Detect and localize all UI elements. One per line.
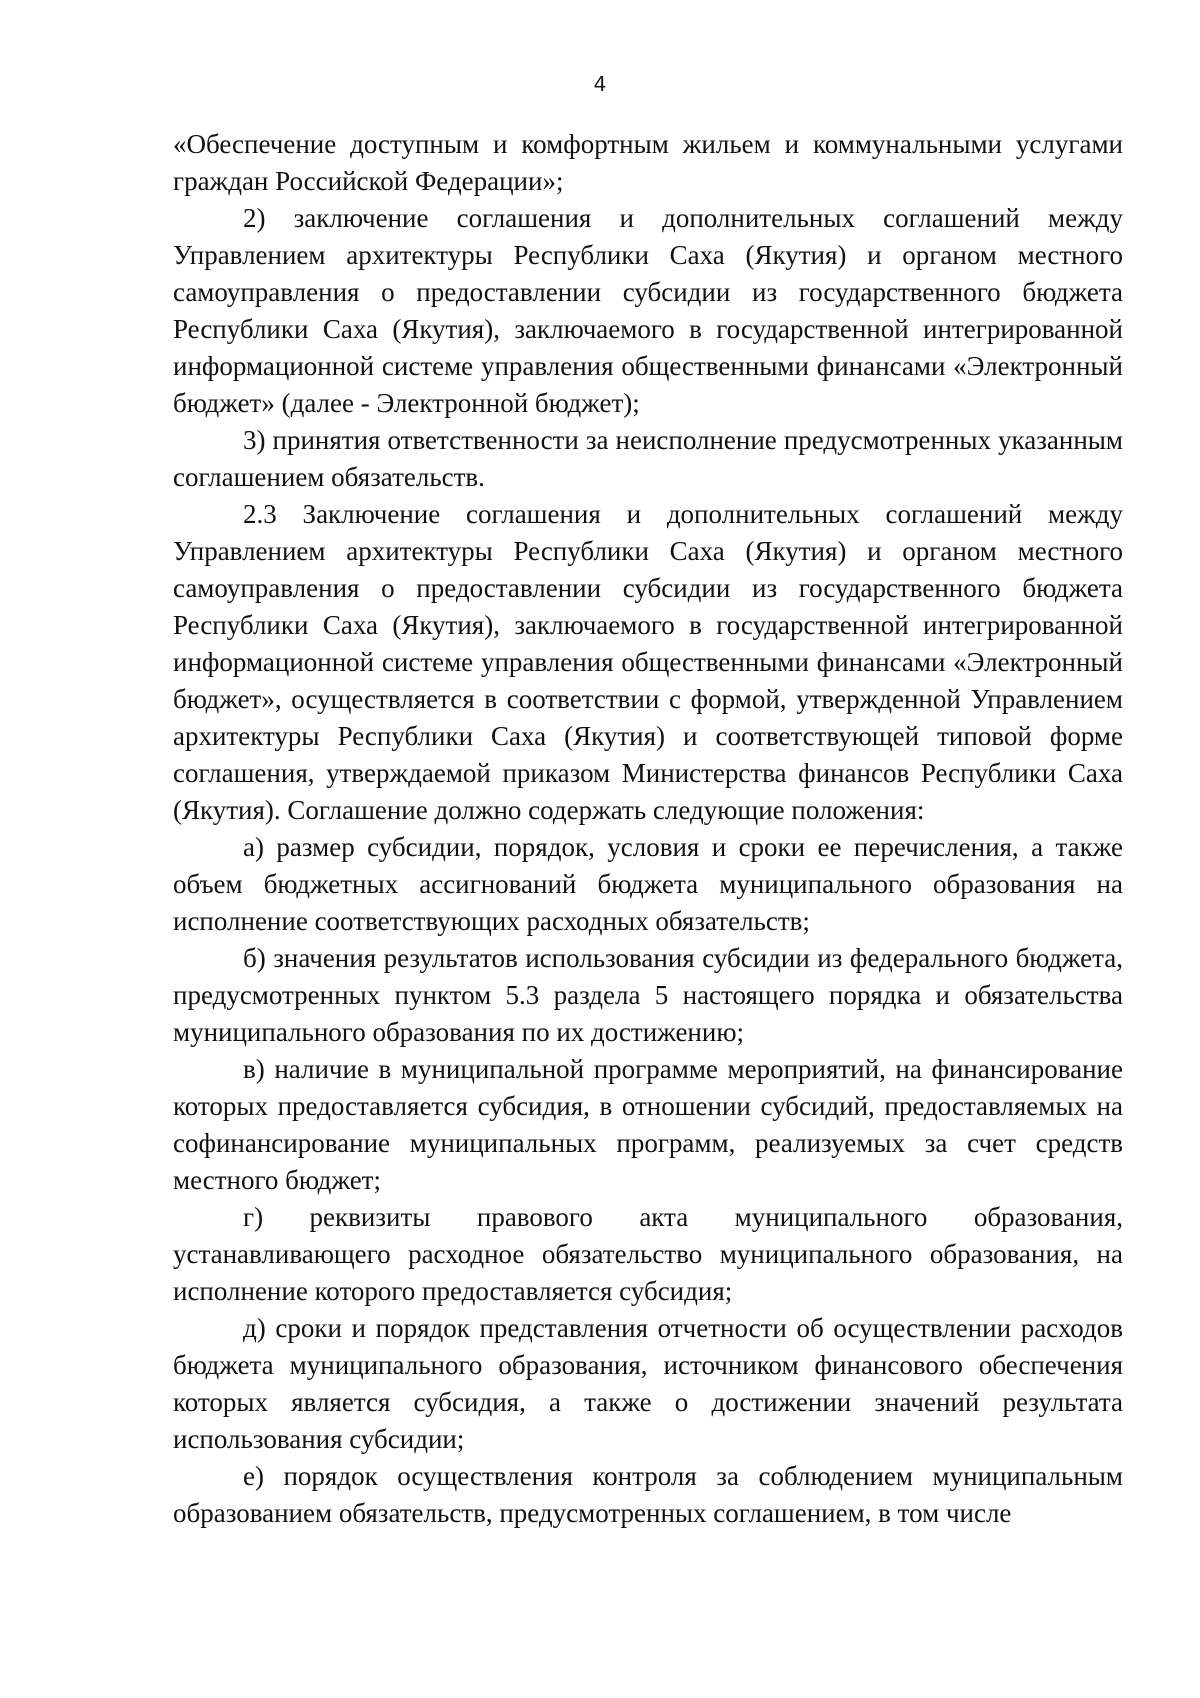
paragraph-8: г) реквизиты правового акта муниципального образования, устанавливающего расходное обязательство муниципального образования, на исполнение которого предоставляется субсидия; (173, 1202, 1123, 1306)
page-number: 4 (593, 72, 607, 96)
paragraph-10: е) порядок осуществления контроля за соблюдением муниципальным образованием обязательств, предусмотренных соглашением, в том числе (173, 1461, 1123, 1528)
paragraph-5: а) размер субсидии, порядок, условия и сроки ее перечисления, а также объем бюджетных ассигнований бюджета муниципального образования на исполнение соответствующих расходных обязательств; (173, 832, 1123, 936)
document-body (173, 126, 1123, 1532)
paragraph-3: 3) принятия ответственности за неисполнение предусмотренных указанным соглашением обязательств. (173, 425, 1123, 492)
paragraph-1: «Обеспечение доступным и комфортным жильем и коммунальными услугами граждан Российской Федерации»; (173, 129, 1123, 196)
paragraph-9: д) сроки и порядок представления отчетности об осуществлении расходов бюджета муниципального образования, источником финансового обеспечения которых является субсидия, а также о достижении значений результата использования субсидии; (173, 1313, 1123, 1454)
paragraph-4: 2.3 Заключение соглашения и дополнительных соглашений между Управлением архитектуры Республики Саха (Якутия) и органом местного самоуправления о предоставлении субсидии из государственного бюджета Республики Саха (Якутия), заключаемого в государственной интегрированной информационной системе управления общественными финансами «Электронный бюджет», осуществляется в соответствии с формой, утвержденной Управлением архитектуры Республики Саха (Якутия) и соответствующей типовой форме соглашения, утверждаемой приказом Министерства финансов Республики Саха (Якутия). Соглашение должно содержать следующие положения: (173, 499, 1123, 825)
paragraph-7: в) наличие в муниципальной программе мероприятий, на финансирование которых предоставляется субсидия, в отношении субсидий, предоставляемых на софинансирование муниципальных программ, реализуемых за счет средств местного бюджет; (173, 1054, 1123, 1195)
paragraph-6: б) значения результатов использования субсидии из федерального бюджета, предусмотренных пунктом 5.3 раздела 5 настоящего порядка и обязательства муниципального образования по их достижению; (173, 943, 1123, 1047)
paragraph-2: 2) заключение соглашения и дополнительных соглашений между Управлением архитектуры Республики Саха (Якутия) и органом местного самоуправления о предоставлении субсидии из государственного бюджета Республики Саха (Якутия), заключаемого в государственной интегрированной информационной системе управления общественными финансами «Электронный бюджет» (далее - Электронной бюджет); (173, 203, 1123, 418)
